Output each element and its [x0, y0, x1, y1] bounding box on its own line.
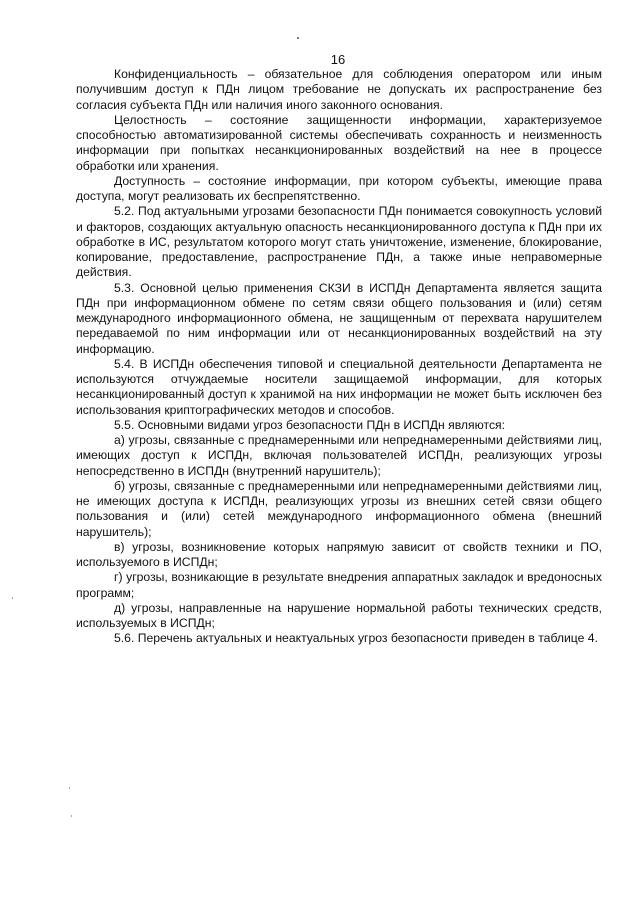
document-body [76, 67, 602, 647]
scan-speck [297, 37, 299, 39]
paragraph-5-2: 5.2. Под актуальными угрозами безопасности ПДн понимается совокупность условий и факторов, создающих актуальную опасность несанкционированного доступа к ПДн при их обработке в ИС, результатом которого могут стать уничтожение, изменение, блокирование, копирование, предоставление, распространение ПДн, а также иные неправомерные действия. [76, 204, 602, 280]
scan-speck [71, 815, 72, 817]
paragraph-5-6: 5.6. Перечень актуальных и неактуальных угроз безопасности приведен в таблице 4. [114, 631, 598, 646]
paragraph-availability: Доступность – состояние информации, при котором субъекты, имеющие права доступа, могут реализовать их беспрепятственно. [76, 173, 602, 203]
scan-speck [69, 787, 70, 789]
scan-speck [12, 597, 13, 599]
list-item-d: д) угрозы, направленные на нарушение нормальной работы технических средств, используемых в ИСПДн; [76, 600, 602, 630]
list-item-v: в) угрозы, возникновение которых напрямую зависит от свойств техники и ПО, используемого в ИСПДн; [76, 539, 602, 569]
list-item-a: а) угрозы, связанные с преднамеренными или непреднамеренными действиями лиц, имеющих доступ к ИСПДн, включая пользователей ИСПДн, реализующих угрозы непосредственно в ИСПДн (внутренний нарушитель); [76, 433, 602, 478]
paragraph-5-5: 5.5. Основными видами угроз безопасности ПДн в ИСПДн являются: [114, 417, 506, 432]
paragraph-integrity: Целостность – состояние защищенности информации, характеризуемое способностью автоматизированной системы обеспечивать сохранность и неизменность информации при попытках несанкционированных воздействий на нее в процессе обработки или хранения. [76, 112, 602, 173]
list-item-b: б) угрозы, связанные с преднамеренными или непреднамеренными действиями лиц, не имеющих доступа к ИСПДн, реализующих угрозы из внешних сетей связи общего пользования и (или) сетей международного информационного обмена (внешний нарушитель); [76, 478, 602, 539]
page-number: 16 [330, 52, 346, 67]
paragraph-confidentiality: Конфиденциальность – обязательное для соблюдения оператором или иным получившим доступ к ПДн лицом требование не допускать их распространение без согласия субъекта ПДн или наличия иного законного основания. [76, 67, 602, 112]
list-item-g: г) угрозы, возникающие в результате внедрения аппаратных закладок и вредоносных программ; [76, 570, 602, 600]
paragraph-5-3: 5.3. Основной целью применения СКЗИ в ИСПДн Департамента является защита ПДн при информационном обмене по сетям связи общего пользования и (или) сетям международного информационного обмена, не защищенным от перехвата нарушителем передаваемой по ним информации или от несанкционированных воздействий на эту информацию. [76, 280, 602, 356]
paragraph-5-4: 5.4. В ИСПДн обеспечения типовой и специальной деятельности Департамента не используются отчуждаемые носители защищаемой информации, для которых несанкционированный доступ к хранимой на них информации не может быть исключен без использования криптографических методов и способов. [76, 356, 602, 417]
